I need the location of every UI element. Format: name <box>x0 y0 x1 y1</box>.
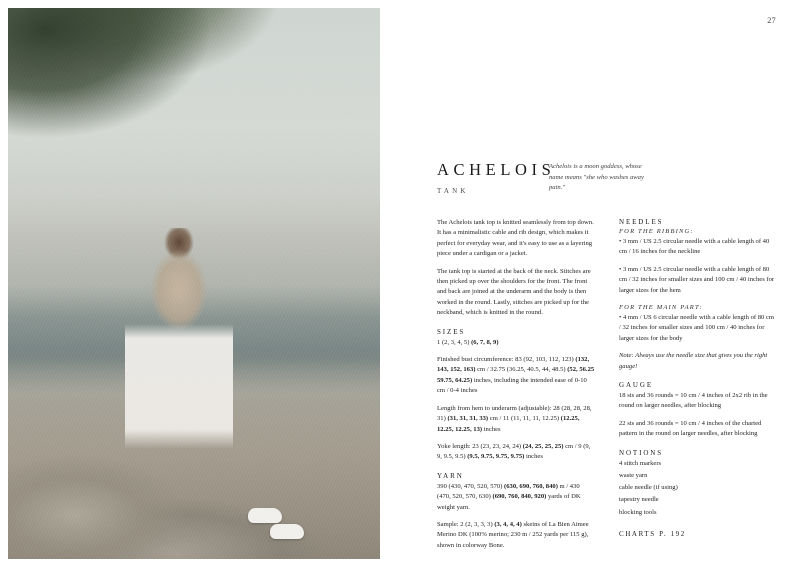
sizes-list: 1 (2, 3, 4, 5) (6, 7, 8, 9) <box>437 338 499 346</box>
needle-item: • 3 mm / US 2.5 circular needle with a cable length of 40 cm / 16 inches for the neckline <box>619 238 770 256</box>
finished-bust: Finished bust circumference: 83 (92, 103, 112, 123) (132, 143, 152, 163) cm / 32.75 (36.25, 40.5, 44, 48.5) (52, 56.25 59.75, 64.25) inches, including the intended ease of 0-10 cm / 0-4 inches <box>437 356 595 395</box>
yarn-sample: Sample: 2 (2, 3, 3, 3) (3, 4, 4, 4) skeins of La Bien Aimee Merino DK (100% merino; 230 m / 252 yards per 115 g), shown in colorway Bone. <box>437 520 589 549</box>
needle-item: • 3 mm / US 2.5 circular needle with a cable length of 80 cm / 32 inches for smaller sizes and 100 cm / 40 inches for larger sizes for the hem <box>619 265 775 294</box>
yoke-length: Yoke length: 23 (23, 23, 24, 24) (24, 25, 25, 25) cm / 9 (9, 9, 9.5, 9.5) (9.5, 9.75, 9.75, 9.75) inches <box>437 442 591 461</box>
title-block <box>437 160 777 195</box>
gauge-heading: GAUGE <box>619 381 653 390</box>
needle-item: • 4 mm / US 6 circular needle with a cable length of 80 cm / 32 inches for smaller sizes and 100 cm / 40 inches for larger sizes for the body <box>619 314 775 342</box>
needles-ribbing-heading: FOR THE RIBBING: <box>619 228 694 235</box>
needle-note: Note: Always use the needle size that gives you the right gauge! <box>619 352 768 370</box>
notions-item: waste yarn <box>619 471 648 479</box>
notions-item: cable needle (if using) <box>619 484 678 492</box>
pattern-text-column <box>437 0 777 567</box>
intro-paragraph-2: The tank top is started at the back of the neck. Stitches are then picked up over the shoulders for the front. The front and back are joined at the underarm and the body is then worked in the round. Lastly, stitches are picked up for the neckband, which is knitted in the round. <box>437 267 591 317</box>
yarn-yardage: 390 (430, 470, 520, 570) (630, 690, 760, 840) m / 430 (470, 520, 570, 630) (690, 760, 840, 920) yards of DK weight yarn. <box>437 482 581 511</box>
intro-paragraph-1: The Achelois tank top is knitted seamlessly from top down. It has a minimalistic cable and rib design, which makes it perfect for everyday wear, and it's easy to use as a layering piece under a cardigan or a jacket. <box>437 219 594 258</box>
needles-heading: NEEDLES <box>619 218 664 226</box>
two-column-body <box>437 218 777 558</box>
notions-item: tapestry needle <box>619 496 659 504</box>
length-hem-underarm: Length from hem to underarm (adjustable): 28 (28, 28, 28, 31) (31, 31, 31, 33) cm / 11 (11, 11, 11, 12.25) (12.25, 12.25, 12.25, 13) inches <box>437 404 592 433</box>
column-left <box>437 218 595 558</box>
page-number: 27 <box>767 16 776 25</box>
charts-reference: CHARTS P. 192 <box>619 529 686 538</box>
notions-item: blocking tools <box>619 508 657 516</box>
epigraph-note: Achelois is a moon goddess, whose name means "she who washes away pain." <box>549 163 644 192</box>
yarn-heading: YARN <box>437 471 464 480</box>
notions-item: 4 stitch markers <box>619 459 662 467</box>
notions-heading: NOTIONS <box>619 448 664 457</box>
gauge-text-2: 22 sts and 36 rounds = 10 cm / 4 inches of the charted pattern in the round on larger needles, after blocking <box>619 419 762 438</box>
needles-main-heading: FOR THE MAIN PART: <box>619 304 703 312</box>
photo-grain-overlay <box>8 8 380 559</box>
page-title: ACHELOIS <box>437 160 556 179</box>
page-subtitle: TANK <box>437 187 469 195</box>
model-photo <box>8 8 380 559</box>
gauge-text-1: 18 sts and 36 rounds = 10 cm / 4 inches of 2x2 rib in the round on larger needles, after blocking <box>619 392 768 410</box>
column-right <box>619 218 777 558</box>
sizes-heading: SIZES <box>437 327 466 336</box>
